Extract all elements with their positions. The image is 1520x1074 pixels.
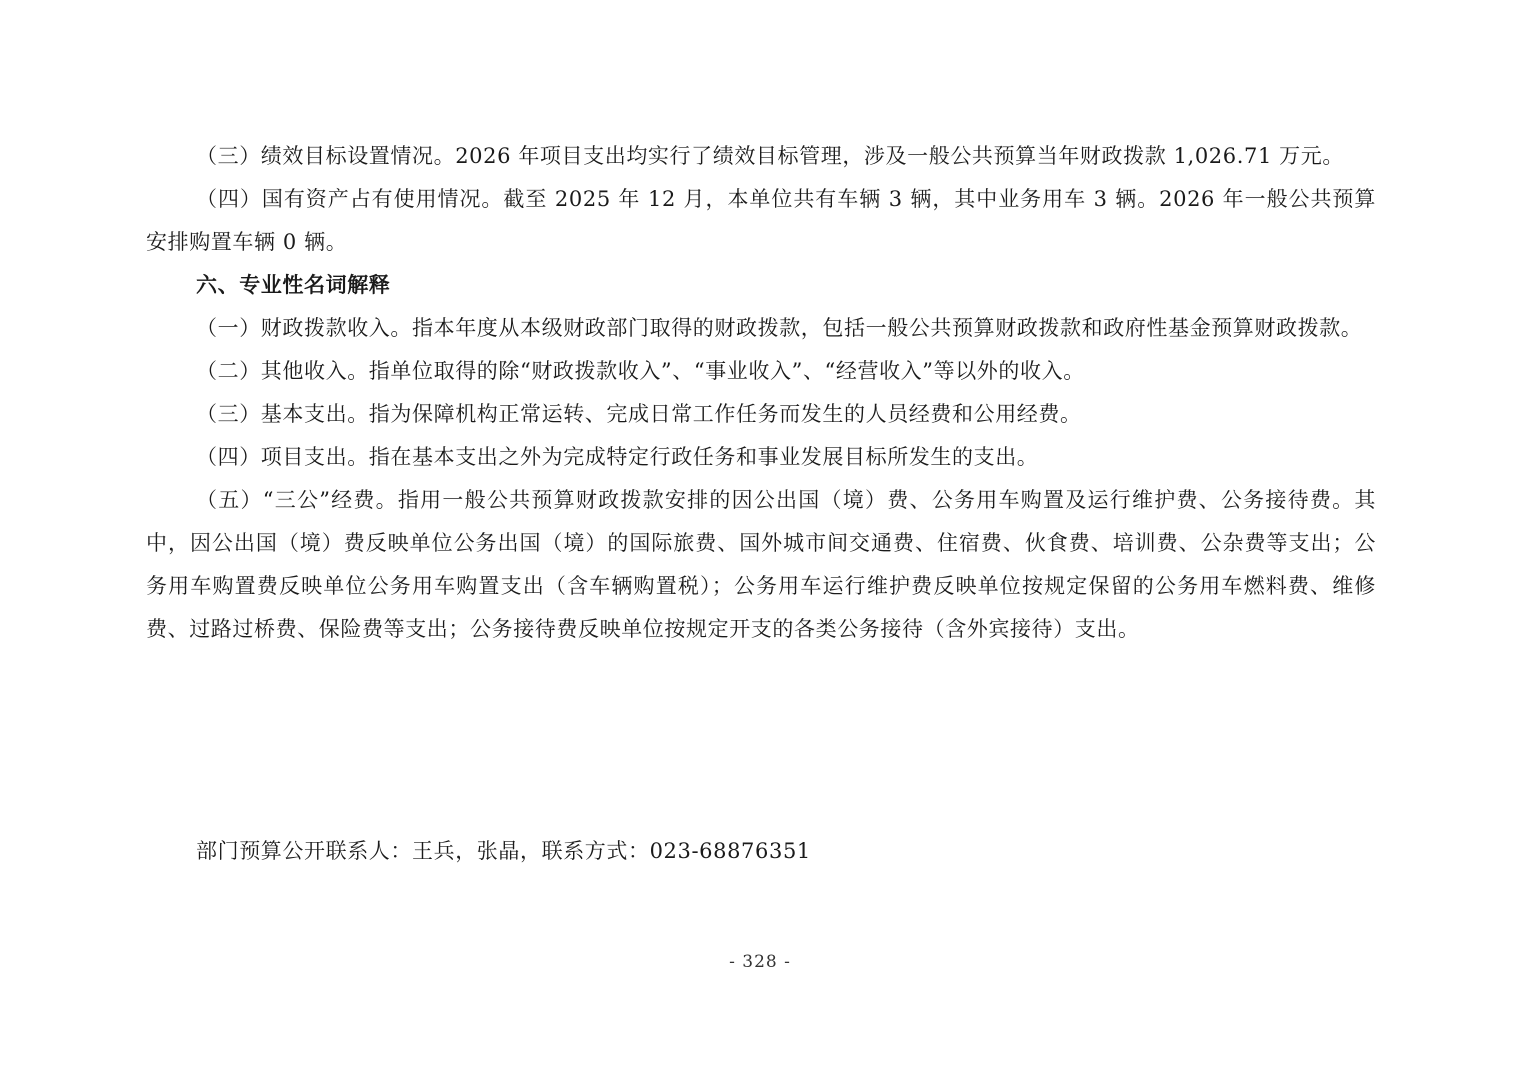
section-heading-terms: 六、专业性名词解释 <box>196 273 391 297</box>
document-body <box>146 135 1376 651</box>
paragraph-state-assets: （四）国有资产占有使用情况。截至 2025 年 12 月，本单位共有车辆 3 辆，其中业务用车 3 辆。2026 年一般公共预算安排购置车辆 0 辆。 <box>146 187 1376 254</box>
page-number: - 328 - <box>729 952 791 972</box>
term-basic-expenditure: （三）基本支出。指为保障机构正常运转、完成日常工作任务而发生的人员经费和公用经费。 <box>196 402 1082 426</box>
term-other-income: （二）其他收入。指单位取得的除“财政拨款收入”、“事业收入”、“经营收入”等以外的收入。 <box>196 359 1085 383</box>
term-project-expenditure: （四）项目支出。指在基本支出之外为完成特定行政任务和事业发展目标所发生的支出。 <box>196 445 1039 469</box>
paragraph-performance-targets: （三）绩效目标设置情况。2026 年项目支出均实行了绩效目标管理，涉及一般公共预算当年财政拨款 1,026.71 万元。 <box>196 144 1344 168</box>
contact-line: 部门预算公开联系人：王兵，张晶，联系方式：023-68876351 <box>196 839 811 863</box>
term-three-public-expenses: （五）“三公”经费。指用一般公共预算财政拨款安排的因公出国（境）费、公务用车购置及运行维护费、公务接待费。其中，因公出国（境）费反映单位公务出国（境）的国际旅费、国外城市间交通费、住宿费、伙食费、培训费、公杂费等支出；公务用车购置费反映单位公务用车购置支出（含车辆购置税）；公务用车运行维护费反映单位按规定保留的公务用车燃料费、维修费、过路过桥费、保险费等支出；公务接待费反映单位按规定开支的各类公务接待（含外宾接待）支出。 <box>146 488 1376 641</box>
term-fiscal-appropriation-income: （一）财政拨款收入。指本年度从本级财政部门取得的财政拨款，包括一般公共预算财政拨款和政府性基金预算财政拨款。 <box>196 316 1363 340</box>
